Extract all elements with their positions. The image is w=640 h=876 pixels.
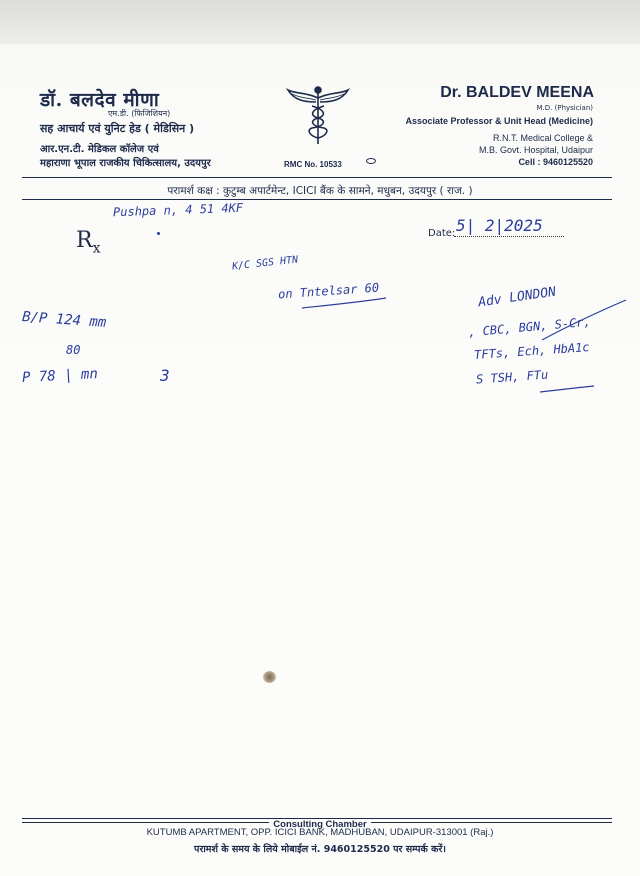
degree-english: M.D. (Physician)	[536, 104, 593, 112]
diagnosis-underline	[300, 296, 390, 312]
rx-letter: R	[76, 228, 93, 253]
vitals-bp-diastolic: 80	[66, 343, 81, 357]
vitals-misc: 3	[160, 366, 170, 385]
rmc-number: RMC No. 10533	[284, 160, 342, 169]
rx-symbol	[76, 228, 100, 256]
date-underline	[454, 236, 564, 237]
rx-subscript: x	[92, 240, 101, 257]
vitals-bp: B/P 124 mm	[21, 309, 107, 331]
diagnosis-line-1: K/C SGS HTN	[231, 254, 299, 273]
hospital-english: M.B. Govt. Hospital, Udaipur	[478, 145, 593, 155]
consult-address-hindi: परामर्श कक्ष : कुटुम्ब अपार्टमेन्ट, ICICI बैंक के सामने, मधुबन, उदयपुर ( राज. )	[167, 185, 473, 197]
doctor-name-hindi: डॉ. बलदेव मीणा	[40, 89, 160, 111]
date-label: Date:	[428, 228, 456, 239]
diagnosis-line-2: on Tntelsar 60	[277, 280, 380, 302]
pen-dot	[157, 232, 160, 235]
advice-line-1: Adv LONDON	[477, 284, 557, 311]
date-value: 5| 2|2025	[456, 216, 543, 235]
caduceus-icon	[286, 84, 350, 146]
post-english: Associate Professor & Unit Head (Medicine)	[405, 116, 593, 126]
patient-name: Pushpa n, 4 51 4KF	[112, 200, 244, 220]
cell-number: Cell : 9460125520	[518, 157, 593, 167]
footer-contact-hindi: परामर्श के समय के लिये मोबाईल नं. 9460125520 पर सम्पर्क करें।	[194, 844, 446, 855]
advice-line-4: S TSH, FTu	[475, 367, 549, 387]
seal-mark	[366, 158, 376, 164]
college-english: R.N.T. Medical College &	[492, 133, 593, 143]
degree-hindi: एम.डी. (फिजिशियन)	[108, 109, 171, 118]
post-hindi: सह आचार्य एवं युनिट हेड ( मेडिसिन )	[40, 122, 195, 135]
header-rule-bottom	[22, 199, 612, 200]
footer-address: KUTUMB APARTMENT, OPP. ICICI BANK, MADHUBAN, UDAIPUR-313001 (Raj.)	[146, 827, 494, 838]
footer-chamber-title: Consulting Chamber	[269, 819, 370, 830]
header-rule-top	[22, 177, 612, 178]
advice-pen-strokes	[538, 298, 630, 398]
advice-line-3: TFTs, Ech, HbA1c	[473, 339, 590, 363]
hospital-hindi: महाराणा भूपाल राजकीय चिकित्सालय, उदयपुर	[40, 158, 211, 169]
vitals-pulse: P 78 | mn	[21, 366, 99, 386]
advice-line-2: , CBC, BGN, S-Cr,	[467, 314, 592, 340]
college-hindi: आर.एन.टी. मेडिकल कॉलेज एवं	[40, 144, 159, 155]
scan-top-edge	[0, 0, 640, 44]
ink-smudge	[263, 671, 276, 683]
doctor-name-english: Dr. BALDEV MEENA	[440, 84, 594, 101]
